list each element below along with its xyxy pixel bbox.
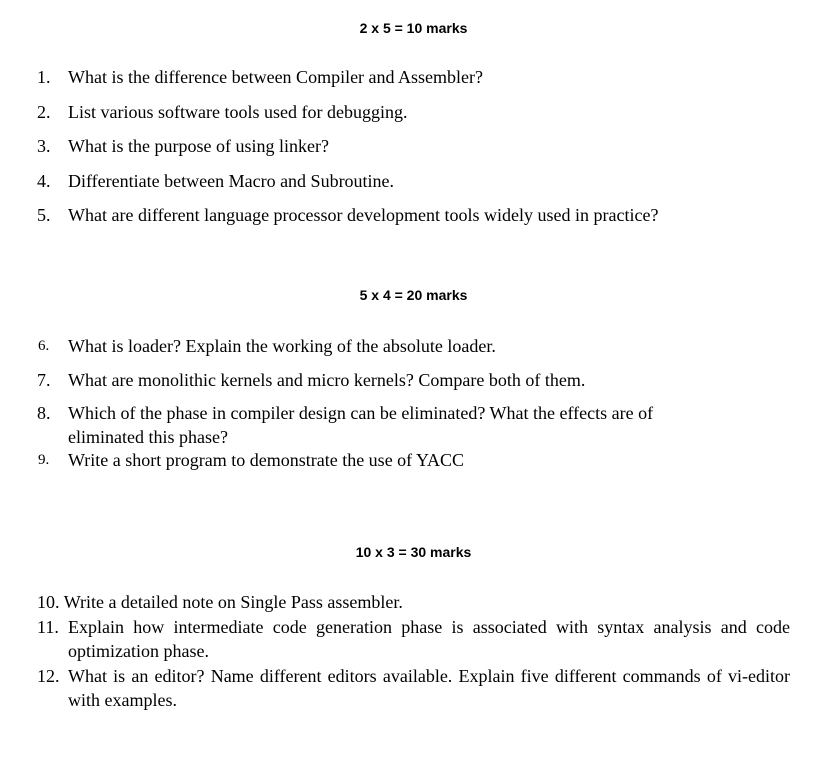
question-text: What are monolithic kernels and micro kernels? Compare both of them.: [68, 370, 586, 390]
question-text: What is an editor? Name different editors available. Explain five different commands of vi-editor with examples.: [68, 666, 790, 710]
question-number: 4.: [37, 171, 51, 191]
question-number: 12.: [37, 666, 60, 686]
section-1-heading: 2 x 5 = 10 marks: [359, 20, 468, 36]
question-text: What is loader? Explain the working of the absolute loader.: [68, 336, 496, 356]
question-body: Write a detailed note on Single Pass assembler.: [63, 592, 403, 612]
section-2-heading: 5 x 4 = 20 marks: [359, 287, 468, 303]
question-number: 2.: [37, 102, 51, 122]
question-text: Which of the phase in compiler design can be eliminated? What the effects are of eliminated this phase?: [68, 403, 654, 447]
question-number: 3.: [37, 136, 51, 156]
question-text: [37, 590, 790, 614]
question-text: List various software tools used for debugging.: [68, 102, 408, 122]
question-number: 8.: [37, 403, 51, 423]
question-text: What is the purpose of using linker?: [68, 136, 329, 156]
question-text: Write a short program to demonstrate the use of YACC: [68, 450, 465, 470]
question-number: 6.: [38, 338, 50, 354]
section-3-heading: 10 x 3 = 30 marks: [355, 544, 472, 560]
question-number: 11.: [37, 617, 59, 637]
question-number: 1.: [37, 67, 51, 87]
question-text: What are different language processor development tools widely used in practice?: [68, 205, 659, 225]
question-text: Differentiate between Macro and Subroutine.: [68, 171, 395, 191]
question-text: What is the difference between Compiler and Assembler?: [68, 67, 484, 87]
question-number: 9.: [38, 452, 50, 468]
question-text: Explain how intermediate code generation phase is associated with syntax analysis and code optimization phase.: [68, 617, 790, 661]
question-number: 5.: [37, 205, 51, 225]
question-number: 7.: [37, 370, 51, 390]
question-number: 10.: [37, 592, 60, 612]
